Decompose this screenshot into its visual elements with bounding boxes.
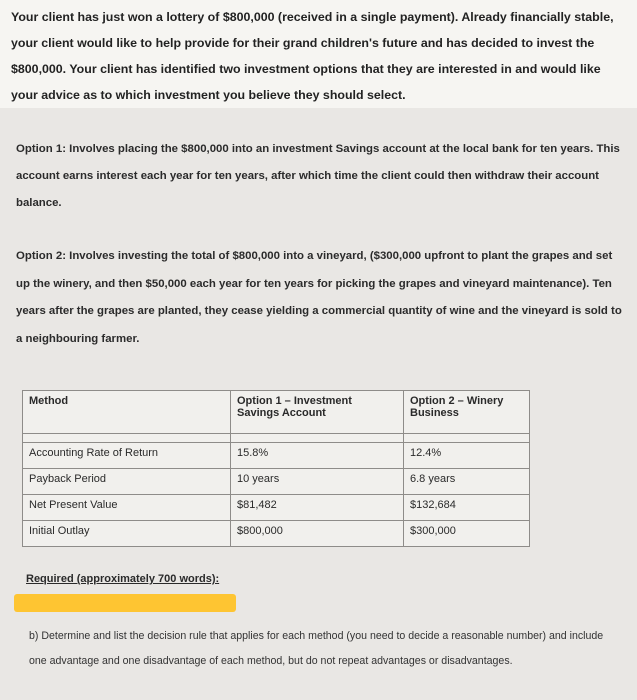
row-method: Net Present Value [23,495,231,521]
row-option-2-value: 6.8 years [404,469,530,495]
row-method: Payback Period [23,469,231,495]
table-spacer-row [23,434,530,443]
table-row [23,495,530,521]
row-method: Initial Outlay [23,521,231,547]
row-option-1-value: 15.8% [231,443,404,469]
intro-text: Your client has just won a lottery of $800,000 (received in a single payment). Already financially stable, your client would like to help provide for their grand children's future and has decided to invest the $800,000. Your client has identified two investment options that they are interested in and would like your advice as to which investment you believe they should select. [11,10,614,102]
row-option-1-value: $800,000 [231,521,404,547]
row-option-2-value: $132,684 [404,495,530,521]
intro-section [0,0,637,108]
row-option-1-value: 10 years [231,469,404,495]
table-row [23,521,530,547]
option-2-text: Option 2: Involves investing the total of $800,000 into a vineyard, ($300,000 upfront to plant the grapes and set up the winery, and then $50,000 each year for ten years for picking the grapes and vineyard maintenance). Ten years after the grapes are planted, they cease yielding a commercial quantity of wine and the vineyard is sold to a neighbouring farmer. [16,250,622,345]
comparison-table [22,390,530,547]
option-1-text: Option 1: Involves placing the $800,000 into an investment Savings account at the local bank for ten years. This account earns interest each year for ten years, after which time the client could then withdraw their account balance. [16,143,620,209]
table-row [23,469,530,495]
part-b-text: b) Determine and list the decision rule that applies for each method (you need to decide a reasonable number) and include one advantage and one disadvantage of each method, but do not repeat advantages or disadvantages. [29,630,604,667]
table-row [23,443,530,469]
table-header-row [23,391,530,434]
header-option-1: Option 1 – Investment Savings Account [231,391,404,434]
header-option-2: Option 2 – Winery Business [404,391,530,434]
row-option-1-value: $81,482 [231,495,404,521]
row-method: Accounting Rate of Return [23,443,231,469]
highlighter-mark [14,594,236,612]
row-option-2-value: 12.4% [404,443,530,469]
required-heading: Required (approximately 700 words): [26,573,220,585]
header-method: Method [23,391,231,434]
row-option-2-value: $300,000 [404,521,530,547]
